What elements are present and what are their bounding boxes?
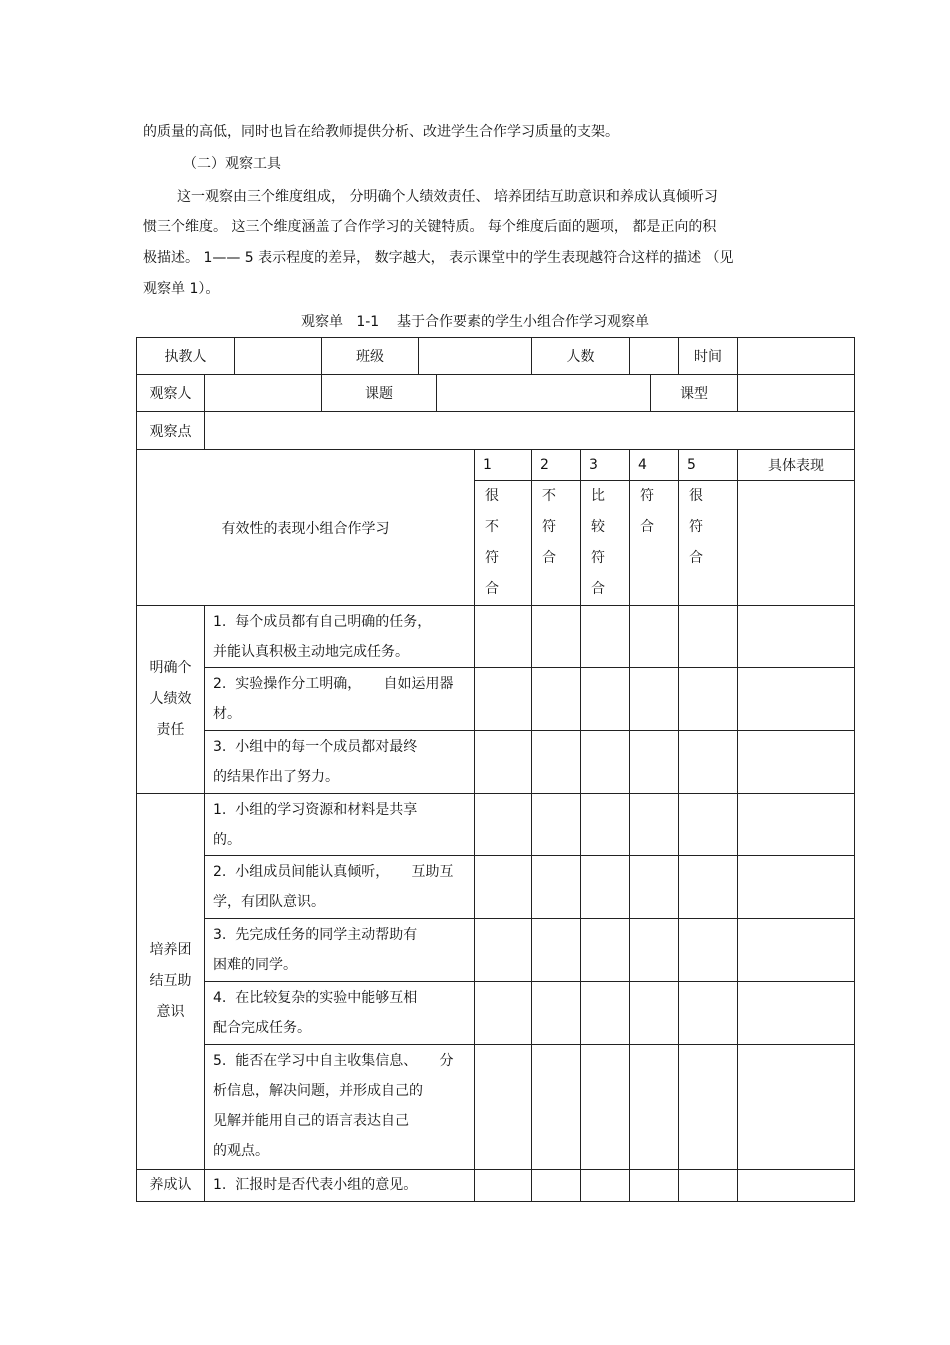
scale-level-2-text: 不 符 合 — [532, 481, 581, 606]
detail-cell[interactable] — [738, 982, 855, 1045]
class-field[interactable] — [419, 338, 532, 375]
intro-paragraph-line: 惯三个维度。 这三个维度涵盖了合作学习的关键特质。 每个维度后面的题项， 都是正向的积 — [143, 219, 717, 235]
detail-cell[interactable] — [738, 919, 855, 982]
scale-level-3-number: 3 — [581, 450, 630, 481]
student-count-label: 人数 — [532, 338, 630, 375]
rating-cell[interactable] — [679, 1045, 738, 1170]
rating-cell[interactable] — [630, 731, 679, 794]
rating-cell[interactable] — [581, 731, 630, 794]
intro-paragraph-line: 极描述。 1—— 5 表示程度的差异， 数字越大， 表示课堂中的学生表现越符合这样的描述 （见 — [143, 250, 734, 266]
rating-cell[interactable] — [475, 919, 532, 982]
observer-field[interactable] — [205, 375, 322, 412]
rating-cell[interactable] — [532, 668, 581, 731]
rating-cell[interactable] — [581, 794, 630, 856]
topic-label: 课题 — [322, 375, 437, 412]
scale-level-5-text: 很 符 合 — [679, 481, 738, 606]
rating-cell[interactable] — [581, 856, 630, 919]
rating-cell[interactable] — [475, 1045, 532, 1170]
rating-cell[interactable] — [581, 606, 630, 668]
rating-cell[interactable] — [581, 668, 630, 731]
rating-cell[interactable] — [475, 856, 532, 919]
detail-cell[interactable] — [738, 856, 855, 919]
table-row — [137, 1170, 855, 1202]
dimension-item: 2. 实验操作分工明确， 自如运用器 材。 — [205, 668, 475, 731]
rating-cell[interactable] — [679, 668, 738, 731]
teacher-label: 执教人 — [137, 338, 235, 375]
detail-cell[interactable] — [738, 1045, 855, 1170]
effectiveness-header: 有效性的表现小组合作学习 — [137, 450, 475, 606]
detail-cell[interactable] — [738, 731, 855, 794]
rating-cell[interactable] — [679, 1170, 738, 1202]
rating-cell[interactable] — [679, 982, 738, 1045]
table-row — [137, 731, 855, 794]
table-row — [137, 794, 855, 856]
time-field[interactable] — [738, 338, 855, 375]
rating-cell[interactable] — [532, 1170, 581, 1202]
dimension-label: 明确个 人绩效 责任 — [137, 606, 205, 794]
rating-cell[interactable] — [630, 919, 679, 982]
rating-cell[interactable] — [532, 606, 581, 668]
intro-line: 的质量的高低，同时也旨在给教师提供分析、改进学生合作学习质量的支架。 — [143, 124, 619, 140]
rating-cell[interactable] — [630, 1170, 679, 1202]
rating-cell[interactable] — [581, 919, 630, 982]
dimension-item: 1. 小组的学习资源和材料是共享 的。 — [205, 794, 475, 856]
scale-level-1-text: 很 不 符 合 — [475, 481, 532, 606]
table-row — [137, 1045, 855, 1170]
rating-cell[interactable] — [532, 856, 581, 919]
rating-cell[interactable] — [532, 731, 581, 794]
section-heading: （二）观察工具 — [183, 156, 281, 172]
rating-cell[interactable] — [581, 1045, 630, 1170]
dimension-item: 3. 先完成任务的同学主动帮助有 困难的同学。 — [205, 919, 475, 982]
observation-point-field[interactable] — [205, 412, 855, 450]
rating-cell[interactable] — [475, 982, 532, 1045]
detail-header: 具体表现 — [738, 450, 855, 481]
observation-point-label: 观察点 — [137, 412, 205, 450]
rating-cell[interactable] — [475, 1170, 532, 1202]
topic-field[interactable] — [437, 375, 651, 412]
rating-cell[interactable] — [630, 1045, 679, 1170]
rating-cell[interactable] — [475, 794, 532, 856]
rating-cell[interactable] — [630, 856, 679, 919]
student-count-field[interactable] — [630, 338, 679, 375]
scale-level-5-number: 5 — [679, 450, 738, 481]
scale-level-1-number: 1 — [475, 450, 532, 481]
rating-cell[interactable] — [532, 1045, 581, 1170]
rating-cell[interactable] — [630, 982, 679, 1045]
scale-level-3-text: 比 较 符 合 — [581, 481, 630, 606]
rating-cell[interactable] — [679, 794, 738, 856]
time-label: 时间 — [679, 338, 738, 375]
table-row — [137, 668, 855, 731]
rating-cell[interactable] — [475, 606, 532, 668]
rating-cell[interactable] — [475, 668, 532, 731]
teacher-field[interactable] — [235, 338, 322, 375]
detail-cell[interactable] — [738, 1170, 855, 1202]
rating-cell[interactable] — [581, 982, 630, 1045]
dimension-item: 3. 小组中的每一个成员都对最终 的结果作出了努力。 — [205, 731, 475, 794]
class-label: 班级 — [322, 338, 419, 375]
dimension-item: 4. 在比较复杂的实验中能够互相 配合完成任务。 — [205, 982, 475, 1045]
dimension-item: 2. 小组成员间能认真倾听， 互助互 学，有团队意识。 — [205, 856, 475, 919]
rating-cell[interactable] — [630, 606, 679, 668]
scale-level-4-text: 符 合 — [630, 481, 679, 606]
dimension-item: 5. 能否在学习中自主收集信息、 分 析信息，解决问题，并形成自己的 见解并能用自己的语言表达自己 的观点。 — [205, 1045, 475, 1170]
detail-header-blank — [738, 481, 855, 606]
detail-cell[interactable] — [738, 606, 855, 668]
lesson-type-label: 课型 — [651, 375, 738, 412]
dimension-item: 1. 每个成员都有自己明确的任务， 并能认真积极主动地完成任务。 — [205, 606, 475, 668]
rating-cell[interactable] — [630, 794, 679, 856]
table-caption: 观察单 1-1 基于合作要素的学生小组合作学习观察单 — [300, 314, 650, 330]
detail-cell[interactable] — [738, 794, 855, 856]
rating-cell[interactable] — [532, 919, 581, 982]
rating-cell[interactable] — [532, 794, 581, 856]
rating-cell[interactable] — [532, 982, 581, 1045]
rating-cell[interactable] — [581, 1170, 630, 1202]
rating-cell[interactable] — [679, 731, 738, 794]
lesson-type-field[interactable] — [738, 375, 855, 412]
dimension-label: 培养团 结互助 意识 — [137, 794, 205, 1170]
table-row — [137, 606, 855, 668]
scale-level-2-number: 2 — [532, 450, 581, 481]
rating-cell[interactable] — [679, 606, 738, 668]
observation-form-table — [136, 337, 855, 1202]
rating-cell[interactable] — [679, 919, 738, 982]
dimension-label: 养成认 — [137, 1170, 205, 1202]
observer-label: 观察人 — [137, 375, 205, 412]
rating-cell[interactable] — [630, 668, 679, 731]
intro-paragraph-line: 观察单 1）。 — [143, 281, 220, 297]
table-row — [137, 982, 855, 1045]
intro-paragraph-line: 这一观察由三个维度组成， 分明确个人绩效责任、 培养团结互助意识和养成认真倾听习 — [177, 189, 718, 205]
detail-cell[interactable] — [738, 668, 855, 731]
rating-cell[interactable] — [679, 856, 738, 919]
scale-level-4-number: 4 — [630, 450, 679, 481]
rating-cell[interactable] — [475, 731, 532, 794]
table-row — [137, 919, 855, 982]
dimension-item: 1. 汇报时是否代表小组的意见。 — [205, 1170, 475, 1202]
table-row — [137, 856, 855, 919]
